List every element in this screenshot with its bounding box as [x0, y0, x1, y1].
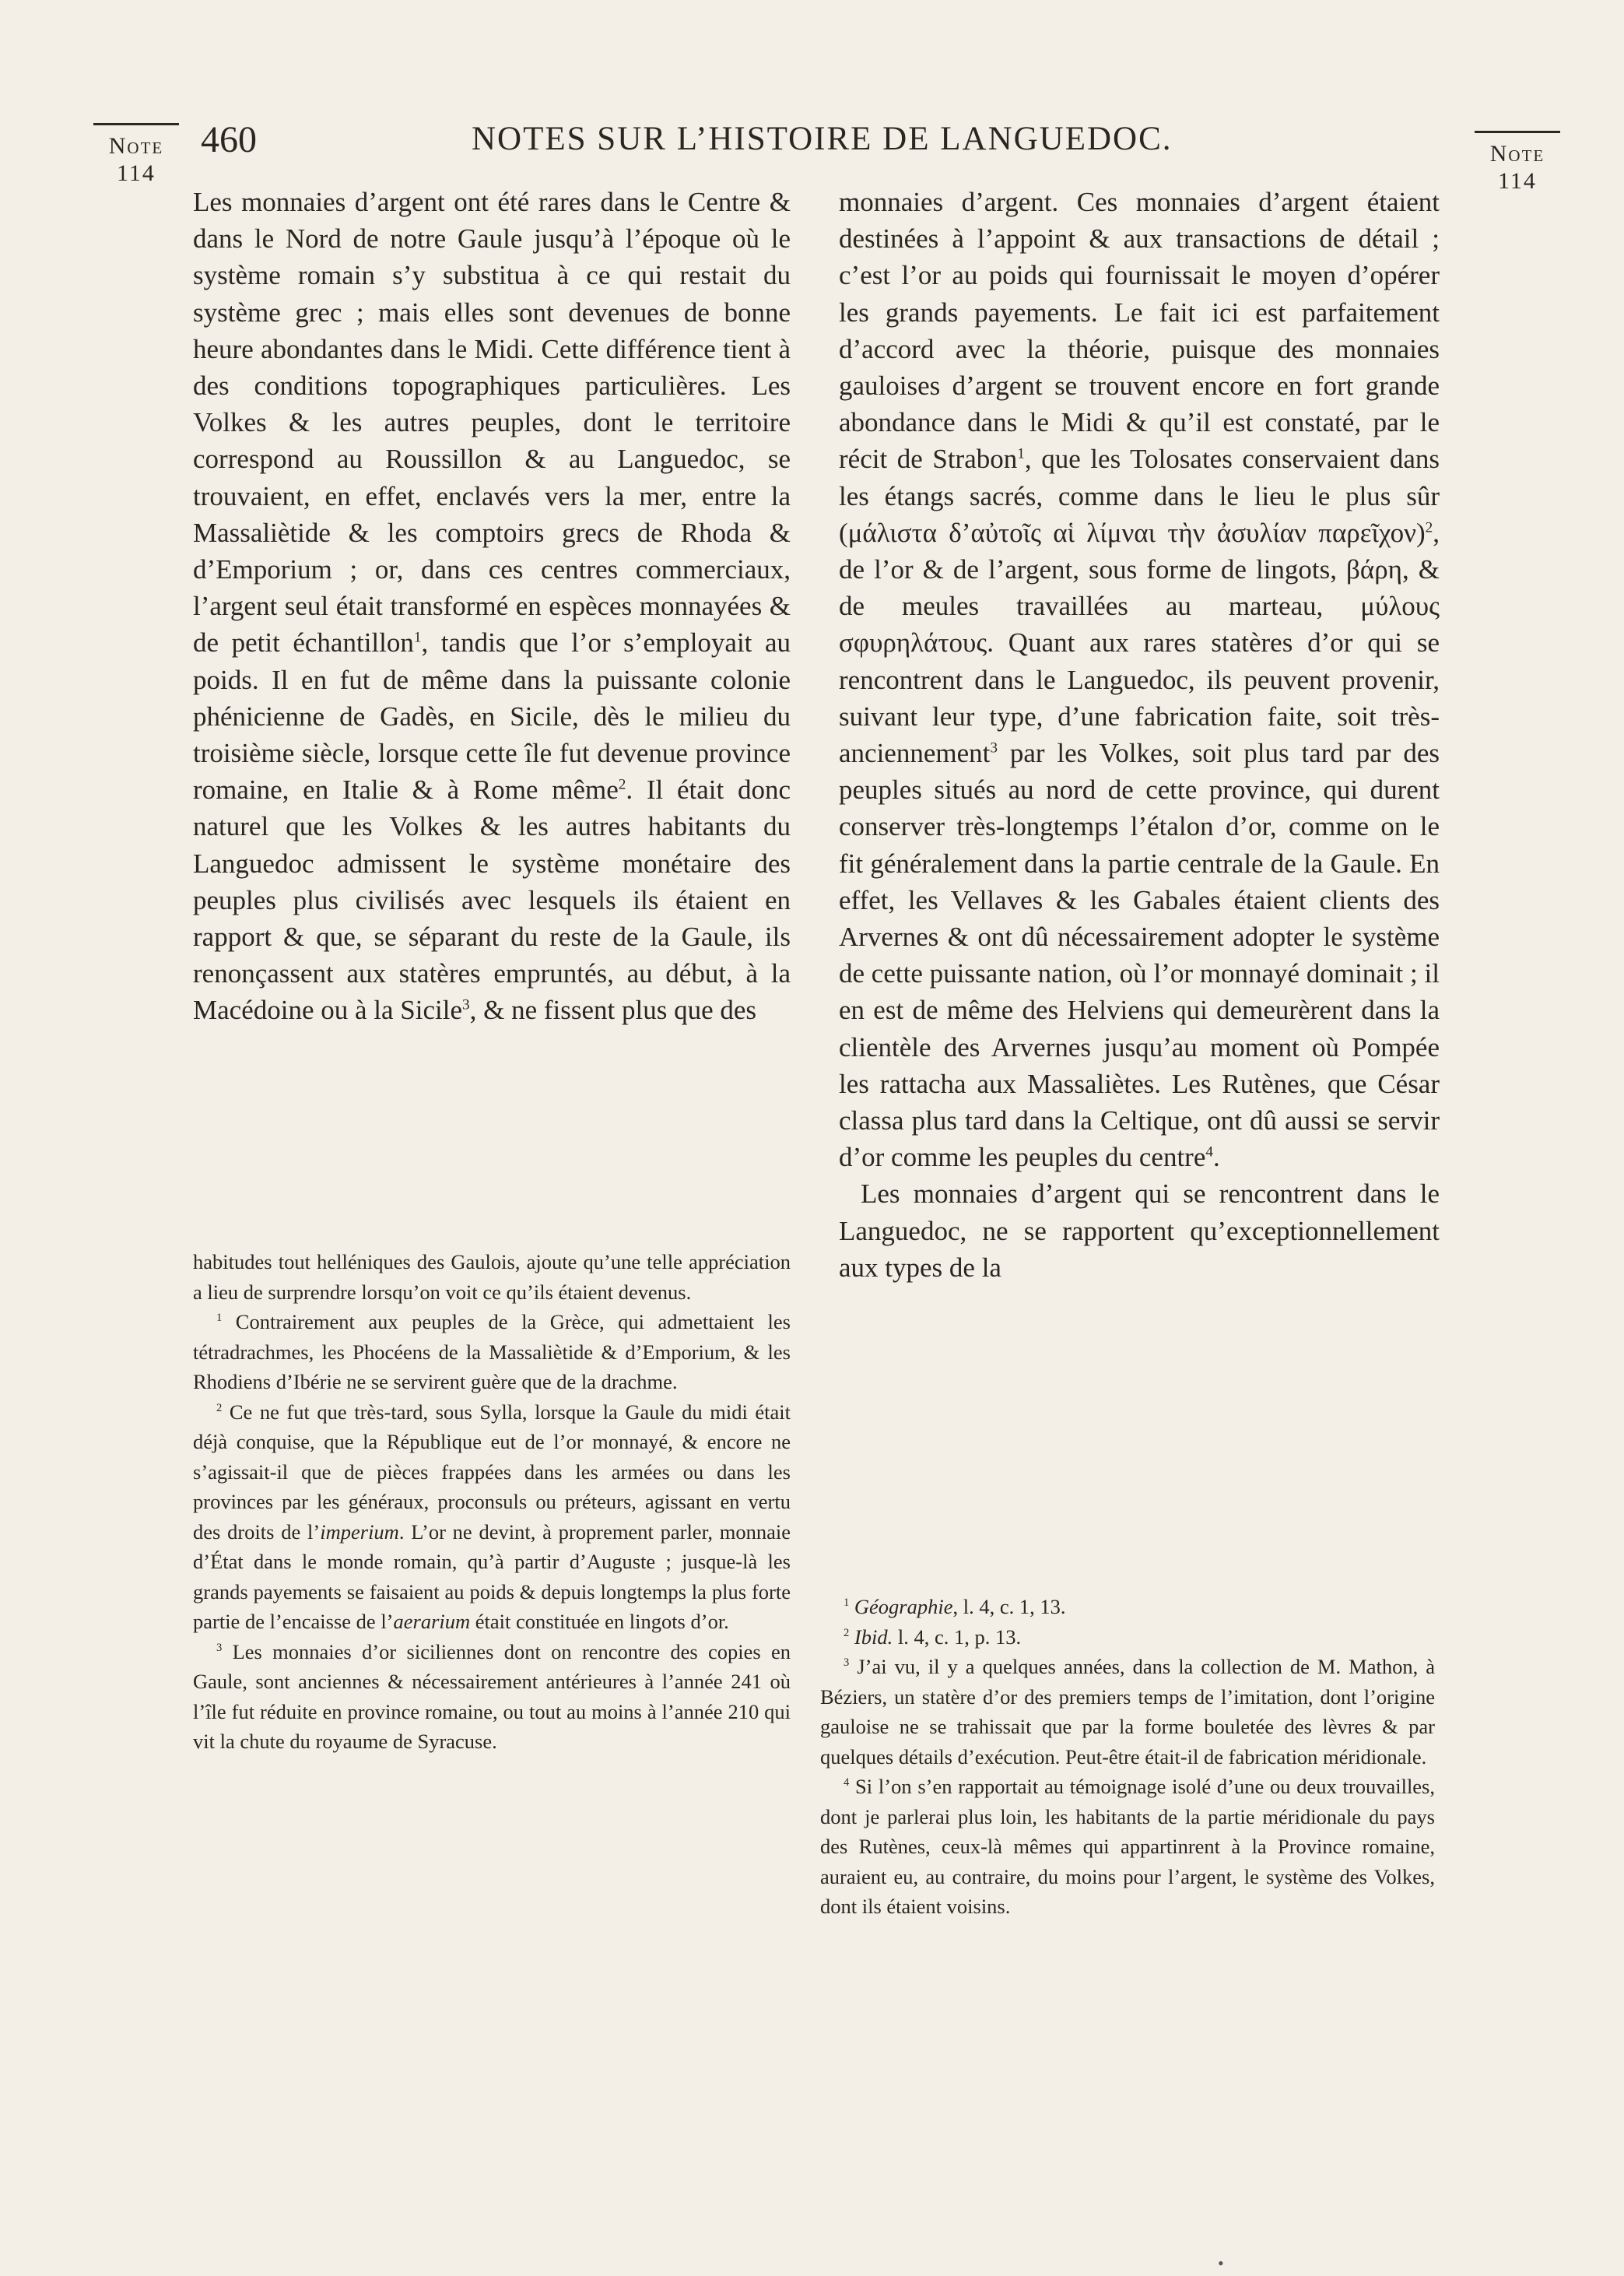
body-column-left: [193, 184, 791, 1203]
footnote: $^4$ Si l’on s’en rapportait au témoignage isolé d’une ou deux trouvailles, dont je parlerai plus loin, les habitants de la partie méridionale du pays des Rutènes, ceux-là mêmes qui appartinrent à la Province romaine, auraient eu, au contraire, du moins pour l’argent, le système des Volkes, dont ils étaient voisins.: [820, 1775, 1435, 1918]
footnote-continuation: habitudes tout helléniques des Gaulois, ajoute qu’une telle appréciation a lieu de surprendre lorsqu’on voit ce qu’ils étaient devenus.: [193, 1250, 791, 1304]
footnote: $^1$ Contrairement aux peuples de la Grèce, qui admettaient les tétradrachmes, les Phocéens de la Massaliètide & d’Emporium, & les Rhodiens d’Ibérie ne se servirent guère que de la drachme.: [193, 1310, 791, 1393]
margin-note-number: 114: [117, 160, 156, 186]
body-column-right: [839, 184, 1440, 1558]
footnote: $^3$ Les monnaies d’or siciliennes dont on rencontre des copies en Gaule, sont anciennes & nécessairement antérieures à l’année 241 où l’île fut réduite en province romaine, ou tout au moins à l’année 210 qui vit la chute du royaume de Syracuse.: [193, 1639, 791, 1753]
footnote-mark: 3: [844, 1656, 850, 1670]
body-paragraph: Les monnaies d’argent qui se rencontrent dans le Languedoc, ne se rapportent qu’exceptionnellement aux types de la: [839, 1178, 1440, 1283]
margin-rule: [93, 123, 179, 125]
footnote-ref: 1: [413, 629, 422, 646]
running-head: [201, 118, 1415, 165]
footnote-ref: 4: [1205, 1143, 1213, 1161]
footnote-mark: 2: [216, 1401, 223, 1414]
margin-note-number: 114: [1498, 167, 1537, 194]
margin-note-right: [1475, 131, 1560, 195]
footnote-ref: 3: [990, 739, 998, 757]
footnote-ref: 2: [618, 776, 626, 793]
footnotes-left: [193, 1247, 791, 2197]
body-paragraph: monnaies d’argent. Ces monnaies d’argent étaient destinées à l’appoint & aux transactions de détail ; c’est l’or au poids qui fournissait le moyen d’opérer les grands payements. Le fait ici est parfaitement d’accord avec la théorie, puisque des monnaies gauloises d’argent se trouvent encore en fort grande abondance dans le Midi & qu’il est constaté, par le récit de Strabon$^1$, que les Tolosates conservaient dans les étangs sacrés, comme dans le lieu le plus sûr (μάλιστα δ’αὐτοῖς αἱ λίμναι τὴν ἀσυλίαν παρεῖχον)$^2$, de l’or & de l’argent, sous forme de lingots, βάρη, & de meules travaillées au marteau, μύλους σφυρηλάτους. Quant aux rares statères d’or qui se rencontrent dans le Languedoc, ils peuvent provenir, suivant leur type, d’une fabrication faite, soit très-anciennement$^3$ par les Volkes, soit plus tard par des peuples situés au nord de cette province, qui durent conserver très-longtemps l’étalon d’or, comme on le fit généralement dans la partie centrale de la Gaule. En effet, les Vellaves & les Gabales étaient clients des Arvernes & ont dû nécessairement adopter le système de cette puissante nation, où l’or monnayé dominait ; il en est de même des Helviens qui demeurèrent dans la clientèle des Arvernes jusqu’au moment où Pompée les rattacha aux Massaliètes. Les Rutènes, que César classa plus tard dans la Celtique, ont dû aussi se servir d’or comme les peuples du centre$^4$.: [839, 187, 1440, 1173]
footnote-mark: 1: [844, 1596, 850, 1610]
page-title: NOTES SUR L’HISTOIRE DE LANGUEDOC.: [472, 121, 1173, 157]
footnote-ref: 1: [1017, 445, 1025, 462]
footnote: $^2$ Ibid. l. 4, c. 1, p. 13.: [844, 1624, 1022, 1649]
page-number: 460: [201, 119, 257, 160]
footnotes-right: [820, 1592, 1435, 2106]
footnote: $^3$ J’ai vu, il y a quelques années, dans la collection de M. Mathon, à Béziers, un statère d’or des premiers temps de l’imitation, dont l’origine gauloise ne se trahissait que par la forme bouletée des lèvres & par quelques détails d’exécution. Peut-être était-il de fabrication méridionale.: [820, 1655, 1435, 1768]
footnote-mark: 1: [216, 1312, 223, 1325]
printer-mark: •: [1218, 2253, 1224, 2273]
body-paragraph: Les monnaies d’argent ont été rares dans le Centre & dans le Nord de notre Gaule jusqu’à l’époque où le système romain s’y substitua à ce qui restait du système grec ; mais elles sont devenues de bonne heure abondantes dans le Midi. Cette différence tient à des conditions topographiques particulières. Les Volkes & les autres peuples, dont le territoire correspond au Roussillon & au Languedoc, se trouvaient, en effet, enclavés vers la mer, entre la Massaliètide & les comptoirs grecs de Rhoda & d’Emporium ; or, dans ces centres commerciaux, l’argent seul était transformé en espèces monnayées & de petit échantillon$^1$, tandis que l’or s’employait au poids. Il en fut de même dans la puissante colonie phénicienne de Gadès, en Sicile, dès le milieu du troisième siècle, lorsque cette île fut devenue province romaine, en Italie & à Rome même$^2$. Il était donc naturel que les Volkes & les autres habitants du Languedoc admissent le système monétaire des peuples plus civilisés avec lesquels ils étaient en rapport & que, se séparant du reste de la Gaule, ils renonçassent aux statères empruntés, au début, à la Macédoine ou à la Sicile$^3$, & ne fissent plus que des: [193, 187, 791, 1026]
margin-note-label: Note: [108, 133, 164, 159]
footnote-mark: 3: [216, 1641, 223, 1654]
footnote-mark: 4: [844, 1776, 850, 1790]
margin-note-left: [93, 123, 179, 187]
footnote-ref: 3: [461, 996, 470, 1013]
footnote: $^2$ Ce ne fut que très-tard, sous Sylla, lorsque la Gaule du midi était déjà conquise, que la République eut de l’or monnayé, & encore ne s’agissait-il que de pièces frappées dans les armées ou dans les provinces par les généraux, proconsuls ou préteurs, agissant en vertu des droits de l’imperium. L’or ne devint, à proprement parler, monnaie d’État dans le monde romain, qu’à partir d’Auguste ; jusque-là les grands payements se faisaient au poids & depuis longtemps la plus forte partie de l’encaisse de l’aerarium était constituée en lingots d’or.: [193, 1400, 791, 1633]
footnote: $^1$ Géographie, l. 4, c. 1, 13.: [844, 1595, 1066, 1618]
margin-note-label: Note: [1489, 141, 1545, 167]
margin-rule: [1475, 131, 1560, 133]
footnote-mark: 2: [844, 1626, 850, 1639]
footnote-ref: 2: [1425, 519, 1433, 536]
